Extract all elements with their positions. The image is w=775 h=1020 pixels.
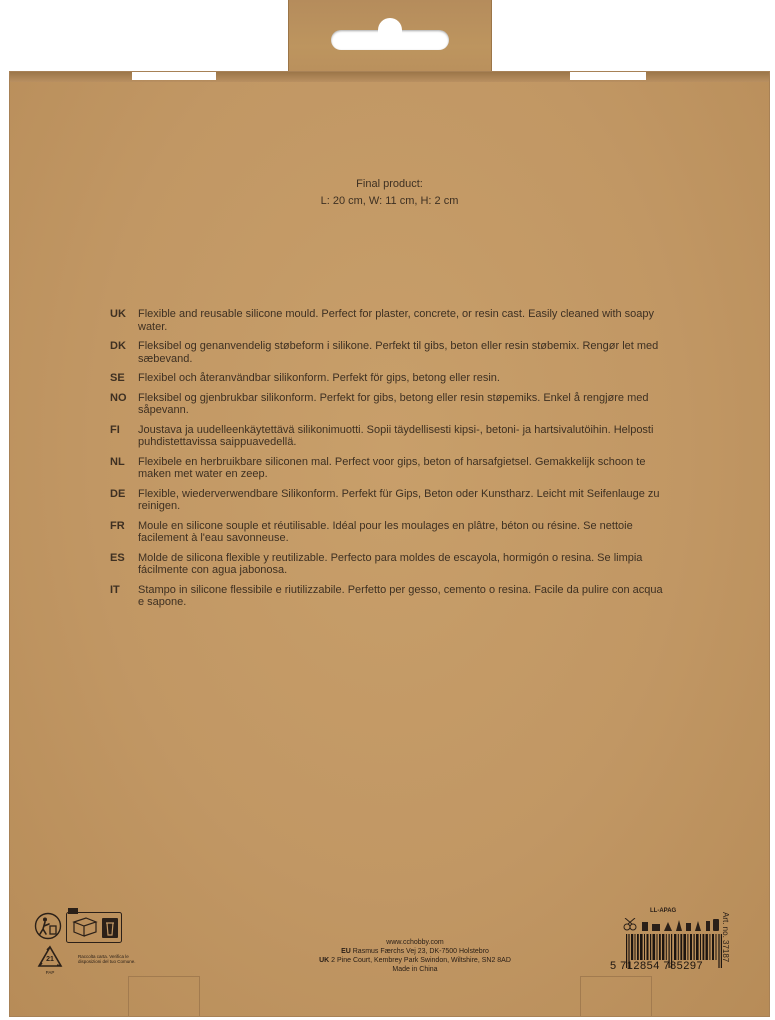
- hang-hole: [331, 30, 449, 50]
- lang-text: Stampo in silicone flessibile e riutilizzabile. Perfetto per gesso, cemento o resina. Facile da pulire con acqua e sapone.: [138, 583, 663, 608]
- uk-label: UK: [319, 957, 330, 964]
- website: www.cchobby.com: [386, 939, 444, 946]
- lang-code: SE: [110, 372, 125, 384]
- lang-code: ES: [110, 551, 125, 564]
- lang-code: DE: [110, 487, 126, 500]
- lang-text: Joustava ja uudelleenkäytettävä silikonimuotti. Sopii täydellisesti kipsi-, betoni- ja hartsivalutöihin. Helposti puhdistettavissa saippuavedellä.: [138, 423, 654, 448]
- lang-row-de: [110, 488, 670, 513]
- uk-text: 2 Pine Court, Kembrey Park Swindon, Wiltshire, SN2 8AD: [331, 957, 511, 964]
- company-address: [260, 938, 570, 974]
- lang-row-no: [110, 392, 670, 417]
- lang-text: Fleksibel og gjenbrukbar silikonform. Perfekt for gibs, betong eller resin støpemiks. Enkel å rengjøre med såpevann.: [138, 391, 649, 416]
- final-product-label: Final product:: [356, 178, 423, 190]
- lang-text: Flexibel och återanvändbar silikonform. Perfekt för gips, betong eller resin.: [138, 372, 500, 384]
- barcode-digits: 5 712854 785297: [610, 960, 704, 972]
- top-flap-crease: [10, 72, 769, 82]
- lang-row-fr: [110, 520, 670, 545]
- lang-code: FI: [110, 423, 120, 436]
- lang-row-es: [110, 552, 670, 577]
- lang-row-fi: [110, 424, 670, 449]
- origin: Made in China: [392, 966, 438, 973]
- lang-row-uk: [110, 308, 670, 333]
- recycle-code: 21: [46, 956, 54, 963]
- eco-labels: [34, 908, 136, 978]
- lang-text: Fleksibel og genanvendelig støbeform i silikone. Perfekt til gibs, beton eller resin støbemix. Rengør let med sæbevand.: [138, 340, 659, 365]
- lang-row-it: [110, 584, 670, 609]
- lang-row-nl: [110, 456, 670, 481]
- lang-code: NL: [110, 455, 125, 468]
- lang-code: NO: [110, 391, 127, 404]
- flap-notch-right: [570, 72, 646, 80]
- flap-notch-left: [132, 72, 216, 80]
- lang-text: Flexible, wiederverwendbare Silikonform. Perfekt für Gips, Beton oder Kunstharz. Leicht mit Seifenlauge zu reinigen.: [138, 487, 660, 512]
- lang-text: Molde de silicona flexible y reutilizable. Perfecto para moldes de escayola, hormigón o resina. Se limpia fácilmente con agua jabonosa.: [138, 551, 643, 576]
- final-product-dimensions: L: 20 cm, W: 11 cm, H: 2 cm: [320, 195, 459, 207]
- lang-code: DK: [110, 340, 126, 352]
- hang-tab: [288, 0, 492, 78]
- lang-row-dk: [110, 340, 670, 365]
- bottom-flap-left: [128, 976, 200, 1016]
- language-descriptions: [110, 308, 670, 616]
- lang-text: Moule en silicone souple et réutilisable. Idéal pour les moulages en plâtre, béton ou résine. Se nettoie facilement à l'eau savonneuse.: [138, 519, 633, 544]
- uk-address: [260, 956, 570, 965]
- bottom-flap-right: [580, 976, 652, 1016]
- recycle-note: Raccolta carta. Verifica le disposizioni del tuo Comune.: [78, 954, 136, 964]
- lang-code: FR: [110, 519, 125, 532]
- lang-text: Flexible and reusable silicone mould. Perfect for plaster, concrete, or resin cast. Easily cleaned with soapy water.: [138, 308, 655, 333]
- lang-code: UK: [110, 308, 126, 320]
- ll-label: LL-APAG: [650, 908, 677, 914]
- lang-text: Flexibele en herbruikbare siliconen mal. Perfect voor gips, beton of harsafgietsel. Gemakkelijk schoon te maken met water en zeep.: [138, 455, 646, 480]
- recycle-label: PAP: [45, 970, 55, 975]
- package-back: [10, 72, 769, 1016]
- eu-address: [260, 947, 570, 956]
- final-product-info: [10, 176, 769, 210]
- lang-code: IT: [110, 583, 120, 596]
- article-number: Art. no. 37187: [721, 912, 730, 963]
- tidyman-icon: [34, 912, 62, 940]
- lang-row-se: [110, 372, 670, 385]
- eu-text: Rasmus Færchs Vej 23, DK-7500 Holstebro: [352, 948, 489, 955]
- sorting-guide-icon: [66, 908, 122, 944]
- warning-icons: [622, 918, 726, 932]
- eu-label: EU: [341, 948, 351, 955]
